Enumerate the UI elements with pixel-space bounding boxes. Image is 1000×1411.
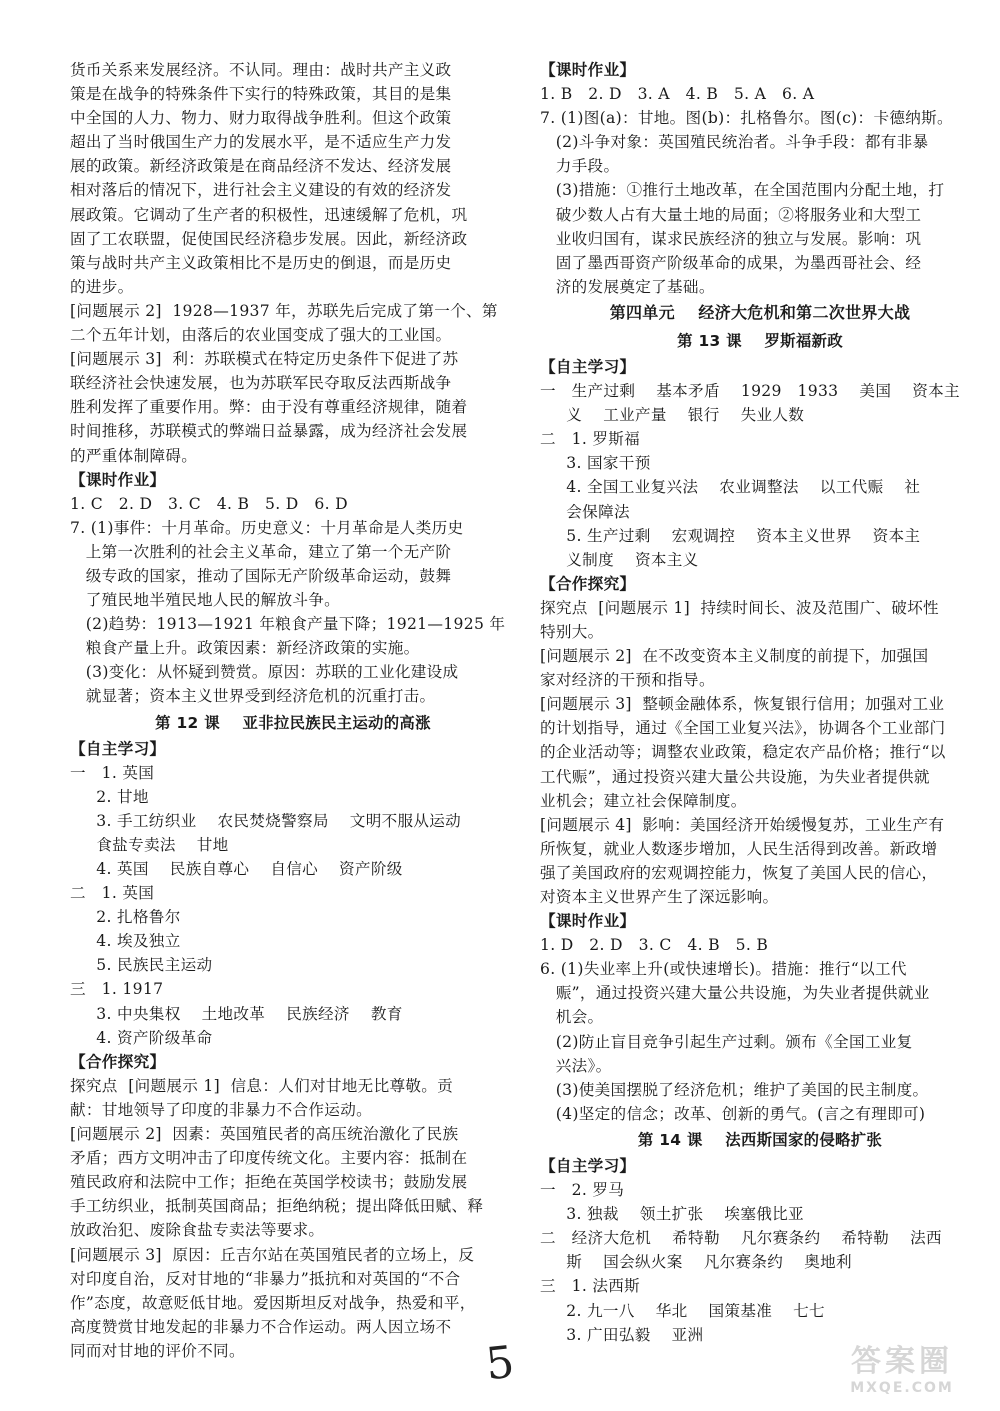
text-line: 强了美国政府的宏观调控能力，恢复了美国人民的信心， [540,863,938,882]
text-line: 特别大。 [540,622,604,641]
text-line: 三 1. 1917 [70,980,164,999]
text-line: (3)使美国摆脱了经济危机；维护了美国的民主制度。 [540,1080,929,1099]
text-line: 策是在战争的特殊条件下实行的特殊政策，其目的是集 [70,85,452,104]
text-line: 2. 九一八 华北 国策基准 七七 [540,1301,825,1320]
right-column [540,58,980,1347]
text-line: 3. 手工纺织业 农民焚烧警察局 文明不服从运动 [70,811,462,830]
text-line: (2)斗争对象：英国殖民统治者。斗争手段：都有非暴 [540,133,929,152]
text-line: 固了墨西哥资产阶级革命的成果，为墨西哥社会、经 [540,253,922,272]
text-line: 赈”，通过投资兴建大量公共设施，为失业者提供就业 [540,984,930,1003]
text-line: [问题展示 2] 在不改变资本主义制度的前提下，加强国 [540,647,929,666]
watermark [818,1345,986,1401]
text-line: 斯 国会纵火案 凡尔赛条约 奥地利 [540,1253,852,1272]
text-line: 机会。 [540,1008,604,1027]
section-heading: 【自主学习】 [540,357,636,376]
text-line: (2)趋势：1913—1921 年粮食产量下降；1921—1925 年 [70,615,506,634]
text-line: 2. 甘地 [70,787,149,806]
text-line: 一 生产过剩 基本矛盾 1929 1933 美国 资本主 [540,382,960,401]
text-line: [问题展示 2] 1928—1937 年，苏联先后完成了第一个、第 [70,301,498,320]
text-line: 1. B 2. D 3. A 4. B 5. A 6. A [540,85,815,104]
text-line: 济的发展奠定了基础。 [540,277,715,296]
text-line: 业机会；建立社会保障制度。 [540,791,747,810]
text-line: 了殖民地半殖民地人民的解放斗争。 [70,591,341,610]
text-line: 力手段。 [540,157,620,176]
section-heading: 【自主学习】 [540,1156,636,1175]
text-line: 5. 生产过剩 宏观调控 资本主义世界 资本主 [540,526,921,545]
watermark-logo-text: 答案圈 [851,1344,953,1379]
text-line: 的计划指导，通过《全国工业复兴法》，协调各个工业部门 [540,719,946,738]
unit-title: 第四单元 经济大危机和第二次世界大战 [609,302,911,322]
text-line: 货币关系来发展经济。不认同。理由：战时共产主义政 [70,61,452,79]
section-heading: 【课时作业】 [540,912,636,931]
text-line: (2)防止盲目竞争引起生产过剩。颁布《全国工业复 [540,1032,913,1051]
text-line: 固了工农联盟，促使国民经济稳步发展。因此，新经济政 [70,229,468,248]
text-line: 一 1. 英国 [70,763,155,782]
text-line: 探究点 [问题展示 1] 信息：人们对甘地无比尊敬。贡 [70,1076,454,1095]
text-line: 3. 中央集权 土地改革 民族经济 教育 [70,1004,403,1023]
text-line: 4. 全国工业复兴法 农业调整法 以工代赈 社 [540,478,921,497]
text-line: 中全国的人力、物力、财力取得战争胜利。但这个政策 [70,109,452,128]
text-line: 一 2. 罗马 [540,1181,625,1200]
text-line: 二 1. 英国 [70,884,155,903]
text-line: 粮食产量上升。政策因素：新经济政策的实施。 [70,639,420,658]
text-line: 上第一次胜利的社会主义革命，建立了第一个无产阶 [70,542,452,561]
text-line: 献：甘地领导了印度的非暴力不合作运动。 [70,1100,372,1119]
text-line: 高度赞赏甘地发起的非暴力不合作运动。两人因立场不 [70,1317,452,1336]
text-line: 同而对甘地的评价不同。 [70,1341,245,1360]
text-line: 7. (1)图(a)：甘地。图(b)：扎格鲁尔。图(c)：卡德纳斯。 [540,109,953,128]
lesson-title: 第 14 课 法西斯国家的侵略扩张 [637,1130,883,1149]
section-heading: 【自主学习】 [70,739,166,758]
text-line: 破少数人占有大量土地的局面；②将服务业和大型工 [540,205,922,224]
text-line: 7. (1)事件：十月革命。历史意义：十月革命是人类历史 [70,518,464,537]
text-line: 胜利发挥了重要作用。弊：由于没有尊重经济规律，随着 [70,398,468,417]
text-line: 对印度自治，反对甘地的“非暴力”抵抗和对英国的“不合 [70,1269,461,1288]
text-line: 手工纺织业，抵制英国商品；拒绝纳税；提出降低田赋、释 [70,1197,484,1216]
text-line: 4. 埃及独立 [70,932,181,951]
section-heading: 【合作探究】 [540,574,636,593]
text-line: 级专政的国家，推动了国际无产阶级革命运动，鼓舞 [70,566,452,585]
text-line: 作”态度，故意贬低甘地。爱因斯坦反对战争，热爱和平， [70,1293,476,1312]
text-line: 3. 独裁 领土扩张 埃塞俄比亚 [540,1205,804,1224]
text-line: 相对落后的情况下，进行社会主义建设的有效的经济发 [70,181,452,200]
text-line: 3. 国家干预 [540,454,651,473]
text-line: 矛盾；西方文明冲击了印度传统文化。主要内容：抵制在 [70,1149,468,1168]
text-line: 三 1. 法西斯 [540,1277,641,1296]
text-line: 二个五年计划，由落后的农业国变成了强大的工业国。 [70,326,452,345]
text-line: 的企业活动等；调整农业政策，稳定农产品价格；推行“以 [540,743,946,762]
text-line: 2. 扎格鲁尔 [70,908,181,927]
text-line: (3)变化：从怀疑到赞赏。原因：苏联的工业化建设成 [70,663,459,682]
text-line: [问题展示 4] 影响：美国经济开始缓慢复苏，工业生产有 [540,815,945,834]
text-line: 1. D 2. D 3. C 4. B 5. B [540,936,769,955]
text-line: 放政治犯、废除食盐专卖法等要求。 [70,1221,325,1240]
text-line: 联经济社会快速发展，也为苏联军民夺取反法西斯战争 [70,374,452,393]
text-line: 会保障法 [540,502,630,521]
text-line: [问题展示 3] 利：苏联模式在特定历史条件下促进了苏 [70,350,459,369]
text-line: 3. 广田弘毅 亚洲 [540,1325,704,1344]
text-line: 5. 民族民主运动 [70,956,213,975]
text-line: 时间推移，苏联模式的弊端日益暴露，成为经济社会发展 [70,422,468,441]
text-line: 所恢复，就业人数逐步增加，人民生活得到改善。新政增 [540,839,938,858]
text-line: 6. (1)失业率上升(或快速增长)。措施：推行“以工代 [540,960,907,979]
text-line: 就显著；资本主义世界受到经济危机的沉重打击。 [70,687,436,706]
text-line: (4)坚定的信念；改革、创新的勇气。(言之有理即可) [540,1104,926,1123]
text-line: 兴法》。 [540,1056,612,1075]
text-line: 的进步。 [70,277,134,296]
text-line: 展政策。它调动了生产者的积极性，迅速缓解了危机，巩 [70,205,468,224]
text-line: [问题展示 3] 原因：丘吉尔站在英国殖民者的立场上，反 [70,1245,475,1264]
text-line: 探究点 [问题展示 1] 持续时间长、波及范围广、破坏性 [540,598,939,617]
text-line: 家对经济的干预和指导。 [540,671,715,690]
lesson-title: 第 12 课 亚非拉民族民主运动的高涨 [155,713,431,732]
section-heading: 【课时作业】 [70,470,166,489]
text-line: 1. C 2. D 3. C 4. B 5. D 6. D [70,494,348,513]
text-line: 超出了当时俄国生产力的发展水平，是不适应生产力发 [70,133,452,152]
watermark-url: MXQE.COM [850,1380,954,1396]
text-line: 义 工业产量 银行 失业人数 [540,406,805,425]
left-column [70,58,516,1363]
section-heading: 【合作探究】 [70,1052,166,1071]
lesson-title: 第 13 课 罗斯福新政 [677,331,843,350]
text-line: [问题展示 3] 整顿金融体系，恢复银行信用；加强对工业 [540,695,945,714]
text-line: 4. 英国 民族自尊心 自信心 资产阶级 [70,860,403,878]
text-line: 工代赈”，通过投资兴建大量公共设施，为失业者提供就 [540,767,930,786]
text-line: [问题展示 2] 因素：英国殖民者的高压统治激化了民族 [70,1125,459,1144]
text-line: 殖民政府和法院中工作；拒绝在英国学校读书；鼓励发展 [70,1173,468,1192]
text-line: 业收归国有，谋求民族经济的独立与发展。影响：巩 [540,229,922,248]
text-line: 策与战时共产主义政策相比不是历史的倒退，而是历史 [70,253,452,272]
text-line: 二 经济大危机 希特勒 凡尔赛条约 希特勒 法西 [540,1229,942,1248]
text-line: 食盐专卖法 甘地 [70,835,229,854]
text-line: 对资本主义世界产生了深远影响。 [540,888,779,906]
text-line: 4. 资产阶级革命 [70,1028,213,1047]
section-heading: 【课时作业】 [540,61,636,79]
text-line: 展的政策。新经济政策是在商品经济不发达、经济发展 [70,157,452,176]
text-line: 二 1. 罗斯福 [540,430,641,449]
page-number: 5 [483,1336,517,1391]
text-line: 义制度 资本主义 [540,550,699,569]
text-line: 的严重体制障碍。 [70,446,198,465]
text-line: (3)措施：①推行土地改革，在全国范围内分配土地，打 [540,181,945,200]
